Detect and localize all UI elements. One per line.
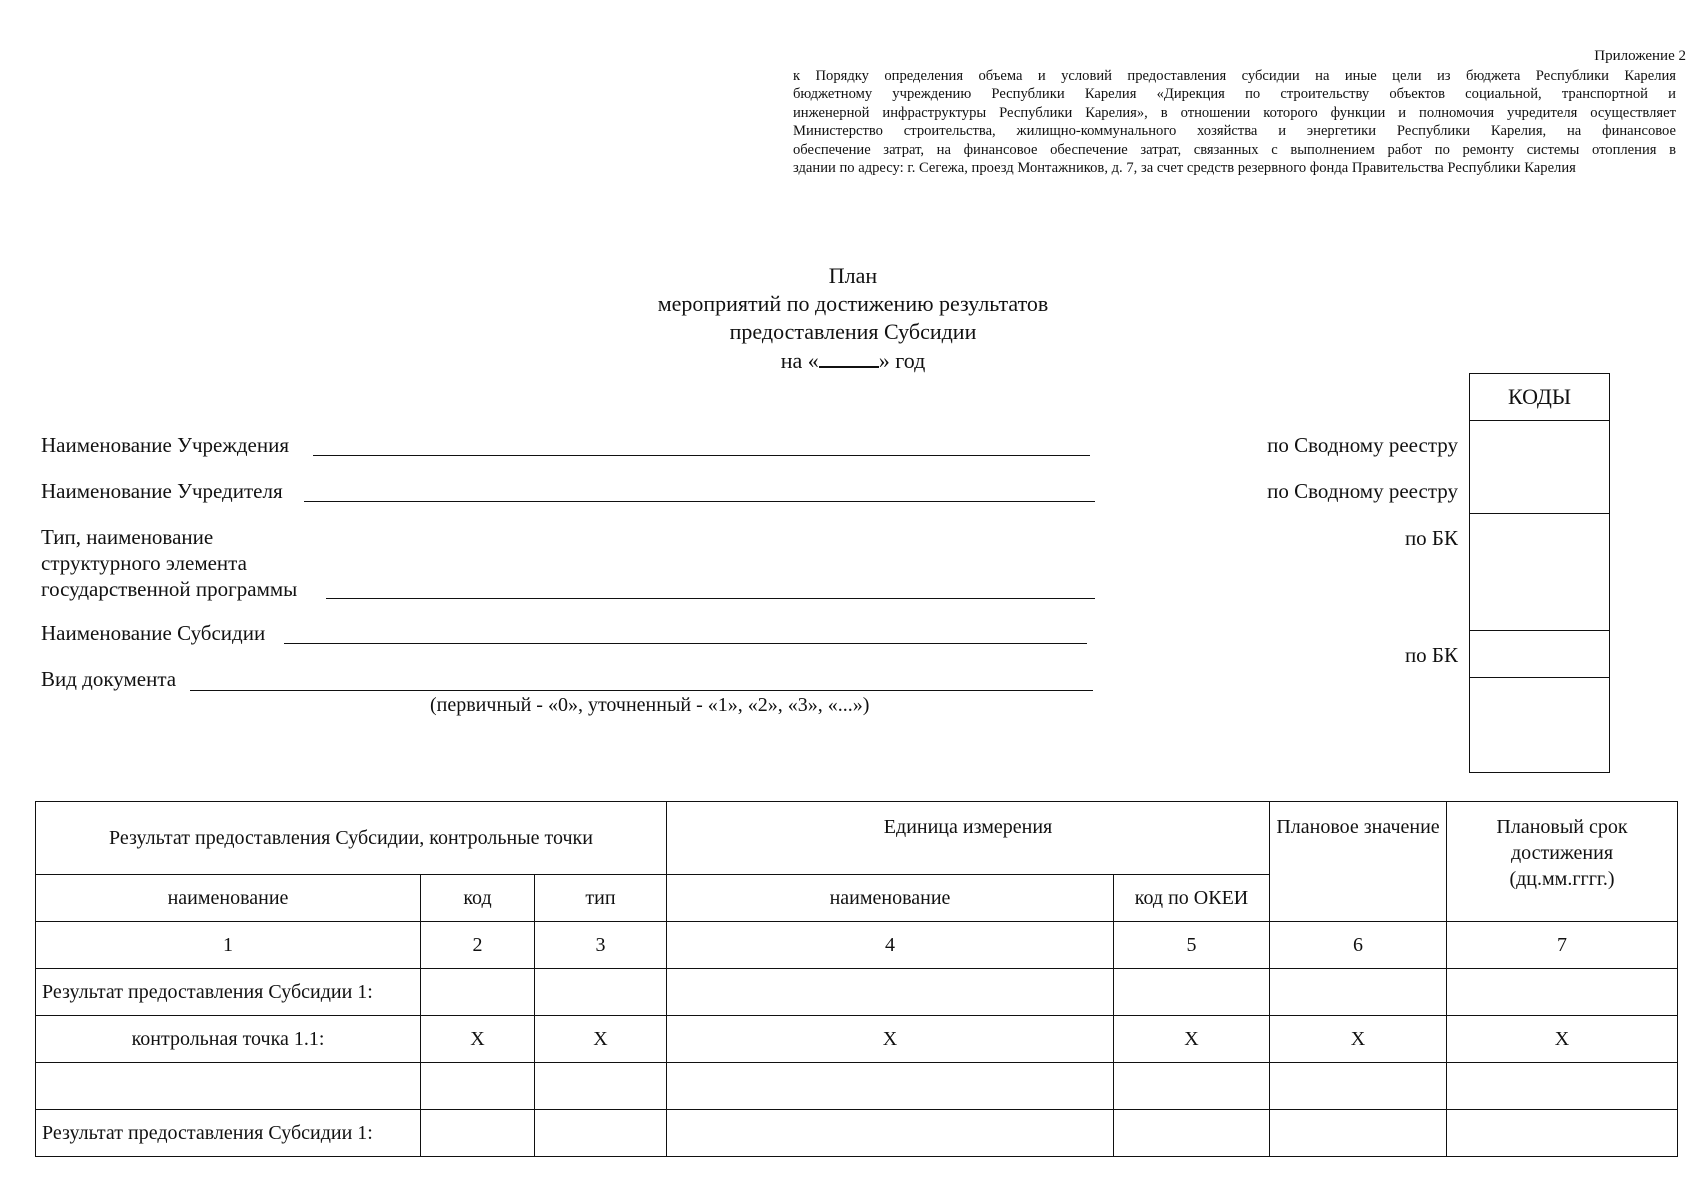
column-number: 4 (667, 922, 1114, 969)
year-blank-field[interactable] (819, 346, 879, 368)
x-mark: X (1447, 1016, 1678, 1063)
appendix-label: Приложение 2 (1594, 48, 1686, 64)
appendix-line: к Порядку определения объема и условий предоставления субсидии на иные цели из бюджета Республики Карелия (793, 68, 1676, 84)
appendix-line: бюджетному учреждению Республики Карелия «Дирекция по строительству объектов социальной, транспортной и (793, 86, 1676, 103)
program-label-line2: структурного элемента (41, 551, 247, 575)
title-year-line (583, 346, 1123, 375)
table-cell[interactable] (421, 969, 535, 1016)
results-table (35, 801, 1678, 1157)
table-cell[interactable] (535, 1063, 667, 1110)
title-year-suffix: » год (878, 348, 926, 373)
result-label: Результат предоставления Субсидии 1: (36, 1110, 421, 1157)
header-col-code: код (421, 875, 535, 922)
codes-header: КОДЫ (1470, 374, 1609, 421)
table-cell[interactable] (36, 1063, 421, 1110)
header-planned-value: Плановое значение (1270, 802, 1447, 922)
header-planned-date-line: (дц.мм.гггг.) (1509, 868, 1615, 890)
codes-divider (1470, 630, 1609, 631)
table-cell[interactable] (1114, 969, 1270, 1016)
table-cell[interactable] (1114, 1110, 1270, 1157)
x-mark: X (1114, 1016, 1270, 1063)
program-label-line1: Тип, наименование (41, 525, 214, 549)
doc-type-field[interactable] (190, 690, 1093, 691)
appendix-description (793, 67, 1676, 177)
title-line: предоставления Субсидии (729, 319, 977, 344)
table-cell[interactable] (1447, 1110, 1678, 1157)
appendix-line: обеспечение затрат, на финансовое обеспечение затрат, связанных с выполнением работ по ремонту системы отопления в (793, 141, 1676, 158)
header-col-unit-name: наименование (667, 875, 1114, 922)
column-number: 7 (1447, 922, 1678, 969)
x-mark: X (667, 1016, 1114, 1063)
table-cell[interactable] (421, 1063, 535, 1110)
result-label: Результат предоставления Субсидии 1: (36, 969, 421, 1016)
header-planned-date-line: Плановый срок (1496, 816, 1628, 838)
column-number: 6 (1270, 922, 1447, 969)
header-result-group: Результат предоставления Субсидии, контрольные точки (36, 802, 667, 875)
header-col-type: тип (535, 875, 667, 922)
x-mark: X (421, 1016, 535, 1063)
codes-label-bk-1: по БК (1404, 526, 1458, 550)
table-cell[interactable] (1270, 969, 1447, 1016)
table-cell[interactable] (1270, 1110, 1447, 1157)
x-mark: X (1270, 1016, 1447, 1063)
title-line: мероприятий по достижению результатов (657, 291, 1049, 316)
codes-box (1469, 373, 1610, 773)
header-unit-group: Единица измерения (667, 802, 1270, 875)
subsidy-field[interactable] (284, 643, 1087, 644)
table-cell[interactable] (1447, 969, 1678, 1016)
column-number: 2 (421, 922, 535, 969)
table-row (36, 969, 1678, 1016)
table-cell[interactable] (667, 1063, 1114, 1110)
column-number: 3 (535, 922, 667, 969)
institution-label: Наименование Учреждения (41, 433, 289, 457)
header-planned-date (1447, 802, 1678, 922)
column-numbers-row (36, 922, 1678, 969)
table-cell[interactable] (535, 969, 667, 1016)
table-row (36, 1110, 1678, 1157)
table-row (36, 1016, 1678, 1063)
table-cell[interactable] (667, 1110, 1114, 1157)
header-col-name: наименование (36, 875, 421, 922)
checkpoint-label: контрольная точка 1.1: (36, 1016, 421, 1063)
founder-field[interactable] (304, 501, 1095, 502)
program-field[interactable] (326, 598, 1095, 599)
header-col-okei: код по ОКЕИ (1114, 875, 1270, 922)
table-cell[interactable] (1447, 1063, 1678, 1110)
table-cell[interactable] (1270, 1063, 1447, 1110)
institution-field[interactable] (313, 455, 1090, 456)
founder-label: Наименование Учредителя (41, 479, 283, 503)
codes-label-registry-2: по Сводному реестру (1267, 479, 1458, 503)
appendix-line: инженерной инфраструктуры Республики Карелия», в отношении которого функции и полномочия учредителя осуществляет (793, 104, 1676, 121)
codes-divider (1470, 513, 1609, 514)
table-cell[interactable] (667, 969, 1114, 1016)
column-number: 5 (1114, 922, 1270, 969)
header-planned-date-line: достижения (1511, 842, 1614, 864)
title-year-prefix: на « (780, 348, 819, 373)
table-row (36, 1063, 1678, 1110)
column-number: 1 (36, 922, 421, 969)
codes-divider (1470, 677, 1609, 678)
document-title (583, 262, 1123, 375)
table-cell[interactable] (421, 1110, 535, 1157)
x-mark: X (535, 1016, 667, 1063)
doc-type-hint: (первичный - «0», уточненный - «1», «2», «3», «...») (430, 694, 870, 716)
codes-label-registry-1: по Сводному реестру (1267, 433, 1458, 457)
table-cell[interactable] (535, 1110, 667, 1157)
doc-type-label: Вид документа (41, 667, 177, 691)
codes-label-bk-2: по БК (1404, 643, 1458, 667)
appendix-line: здании по адресу: г. Сегежа, проезд Монтажников, д. 7, за счет средств резервного фонда Правительства Республики Карелия (793, 160, 1576, 177)
program-label-line3: государственной программы (41, 577, 298, 601)
appendix-line: Министерство строительства, жилищно-коммунального хозяйства и энергетики Республики Карелия, на финансовое (793, 123, 1676, 140)
table-cell[interactable] (1114, 1063, 1270, 1110)
subsidy-label: Наименование Субсидии (41, 621, 266, 645)
title-line: План (828, 263, 878, 288)
